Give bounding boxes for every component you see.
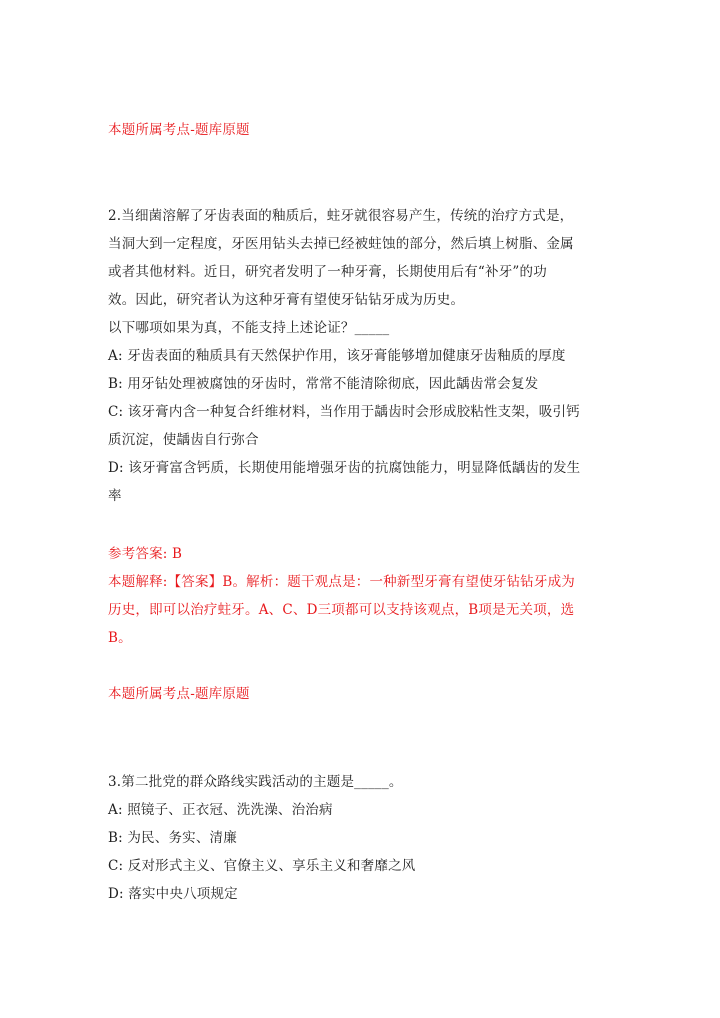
q3-option-c: C: 反对形式主义、官僚主义、享乐主义和奢靡之风 [108, 858, 416, 874]
q2-question: 以下哪项如果为真，不能支持上述论证？_____ [108, 320, 390, 336]
q2-explanation-line-2: 历史，即可以治疗蛀牙。A、C、D三项都可以支持该观点，B项是无关项，选 [108, 602, 575, 618]
q2-option-c-cont: 质沉淀，使龋齿自行弥合 [108, 432, 259, 448]
topic-label: 本题所属考点-题库原题 [108, 122, 250, 138]
q3-stem: 3.第二批党的群众路线实践活动的主题是_____。 [108, 774, 403, 790]
q3-option-b: B: 为民、务实、清廉 [108, 830, 237, 846]
q2-stem-line-2: 当洞大到一定程度，牙医用钻头去掉已经被蛀蚀的部分，然后填上树脂、金属 [108, 236, 574, 252]
q2-option-d-cont: 率 [108, 488, 122, 504]
q2-stem-line-1: 2.当细菌溶解了牙齿表面的釉质后，蛀牙就很容易产生，传统的治疗方式是， [108, 208, 574, 224]
q2-explanation-line-3: B。 [108, 630, 132, 646]
q2-option-b: B: 用牙钻处理被腐蚀的牙齿时，常常不能清除彻底，因此龋齿常会复发 [108, 376, 539, 392]
q2-option-c: C: 该牙膏内含一种复合纤维材料，当作用于龋齿时会形成胶粘性支架，吸引钙 [108, 404, 580, 420]
q2-option-d: D: 该牙膏富含钙质，长期使用能增强牙齿的抗腐蚀能力，明显降低龋齿的发生 [108, 460, 581, 476]
q2-answer: 参考答案: B [108, 546, 183, 562]
q2-option-a: A: 牙齿表面的釉质具有天然保护作用，该牙膏能够增加健康牙齿釉质的厚度 [108, 348, 566, 364]
q2-topic-label: 本题所属考点-题库原题 [108, 686, 250, 702]
q2-explanation-line-1: 本题解释:【答案】B。解析：题干观点是：一种新型牙膏有望使牙钻钻牙成为 [108, 574, 575, 590]
q3-option-d: D: 落实中央八项规定 [108, 886, 238, 902]
q3-option-a: A: 照镜子、正衣冠、洗洗澡、治治病 [108, 802, 333, 818]
q2-stem-line-4: 效。因此，研究者认为这种牙膏有望使牙钻钻牙成为历史。 [108, 292, 465, 308]
q2-stem-line-3: 或者其他材料。近日，研究者发明了一种牙膏，长期使用后有“补牙”的功 [108, 264, 547, 280]
